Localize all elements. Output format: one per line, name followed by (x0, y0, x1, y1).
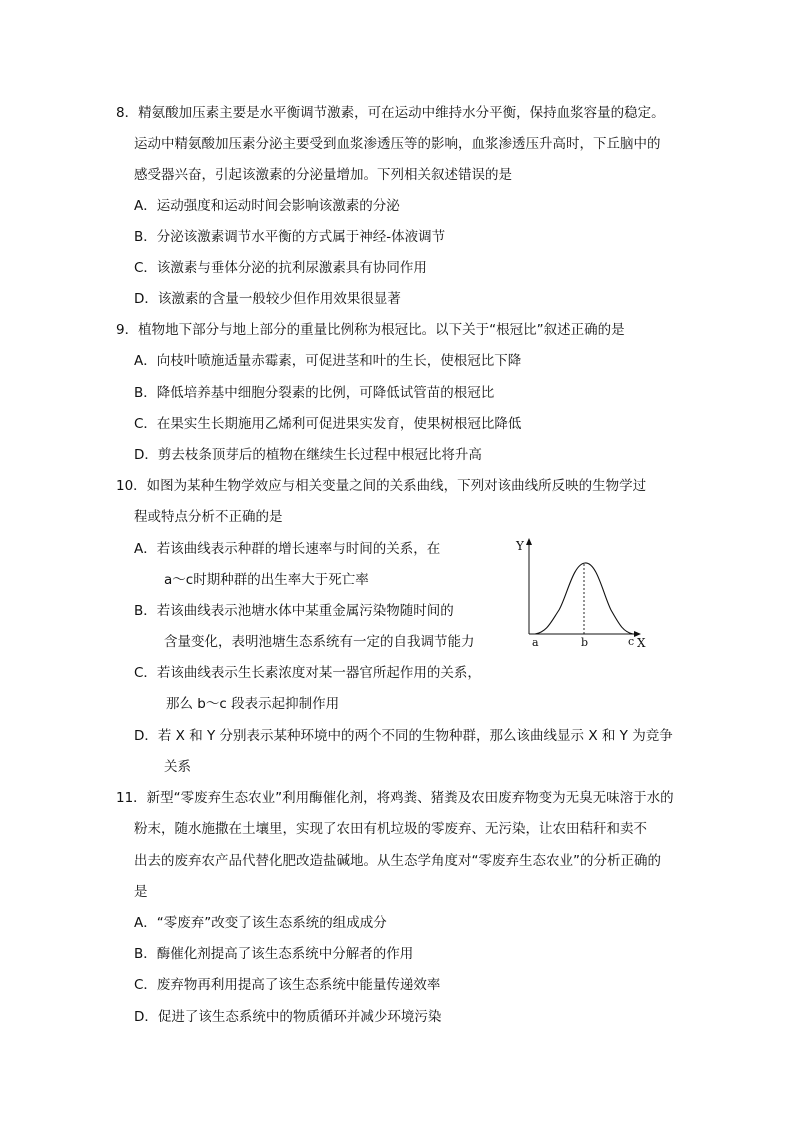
question-8-option-c: C．该激素与垂体分泌的抗利尿激素具有协同作用 (134, 260, 427, 276)
question-11-stem-line-4: 是 (134, 884, 148, 900)
question-9-option-b: B．降低培养基中细胞分裂素的比例，可降低试管苗的根冠比 (134, 385, 495, 401)
point-c-label: c (628, 635, 635, 648)
question-11-option-d: D．促进了该生态系统中的物质循环并减少环境污染 (134, 1009, 442, 1025)
y-axis-label: Y (516, 539, 524, 553)
question-11-option-c: C．废弃物再利用提高了该生态系统中能量传递效率 (134, 977, 441, 993)
question-8-option-b: B．分泌该激素调节水平衡的方式属于神经-体液调节 (134, 229, 446, 245)
question-9-option-d: D．剪去枝条顶芽后的植物在继续生长过程中根冠比将升高 (134, 447, 482, 463)
question-10-option-c-line-1: C．若该曲线表示生长素浓度对某一器官所起作用的关系， (134, 665, 481, 681)
question-11-stem-line-3: 出去的废弃农产品代替化肥改造盐碱地。从生态学角度对“零废弃生态农业”的分析正确的 (134, 853, 661, 869)
question-10-option-a-line-1: A．若该曲线表示种群的增长速率与时间的关系，在 (134, 541, 441, 557)
question-10-option-b-line-2: 含量变化，表明池塘生态系统有一定的自我调节能力 (164, 634, 475, 650)
question-9-option-c: C．在果实生长期施用乙烯利可促进果实发育，使果树根冠比降低 (134, 416, 522, 432)
point-b-label: b (581, 636, 589, 649)
question-10-stem-line-2: 程或特点分析不正确的是 (134, 509, 283, 525)
question-8-option-d: D．该激素的含量一般较少但作用效果很显著 (134, 291, 401, 307)
question-10-option-a-line-2: a～c时期种群的出生率大于死亡率 (164, 572, 369, 588)
question-9-option-a: A．向枝叶喷施适量赤霉素，可促进茎和叶的生长，使根冠比下降 (134, 353, 522, 369)
question-10-option-d-line-1: D．若 X 和 Y 分别表示某种环境中的两个不同的生物种群，那么该曲线显示 X 和 Y 为竞争 (134, 728, 673, 744)
point-a-label: a (532, 636, 539, 649)
question-8-stem-line-1: 8．精氨酸加压素主要是水平衡调节激素，可在运动中维持水分平衡，保持血浆容量的稳定。 (116, 105, 665, 121)
question-8-option-a: A．运动强度和运动时间会影响该激素的分泌 (134, 198, 400, 214)
question-8-stem-line-3: 感受器兴奋，引起该激素的分泌量增加。下列相关叙述错误的是 (134, 167, 512, 183)
question-10-stem-line-1: 10．如图为某种生物学效应与相关变量之间的关系曲线，下列对该曲线所反映的生物学过 (116, 478, 647, 494)
x-axis-label: X (637, 636, 646, 650)
question-11-stem-line-2: 粉末，随水施撒在土壤里，实现了农田有机垃圾的零废弃、无污染，让农田秸秆和卖不 (134, 821, 647, 837)
question-10-option-d-line-2: 关系 (164, 759, 191, 775)
question-10-option-c-line-2: 那么 b～c 段表示起抑制作用 (166, 696, 340, 712)
question-8-stem-line-2: 运动中精氨酸加压素分泌主要受到血浆渗透压等的影响，血浆渗透压升高时，下丘脑中的 (134, 136, 661, 152)
question-10-figure (515, 536, 655, 651)
question-11-stem-line-1: 11．新型“零废弃生态农业”利用酶催化剂，将鸡粪、猪粪及农田废弃物变为无臭无味溶于水的 (116, 790, 674, 806)
question-10-option-b-line-1: B．若该曲线表示池塘水体中某重金属污染物随时间的 (134, 603, 454, 619)
question-11-option-a: A．“零废弃”改变了该生态系统的组成成分 (134, 915, 387, 931)
question-9-stem-line-1: 9．植物地下部分与地上部分的重量比例称为根冠比。以下关于“根冠比”叙述正确的是 (116, 322, 625, 338)
y-axis-arrow (526, 538, 532, 545)
question-11-option-b: B．酶催化剂提高了该生态系统中分解者的作用 (134, 946, 414, 962)
